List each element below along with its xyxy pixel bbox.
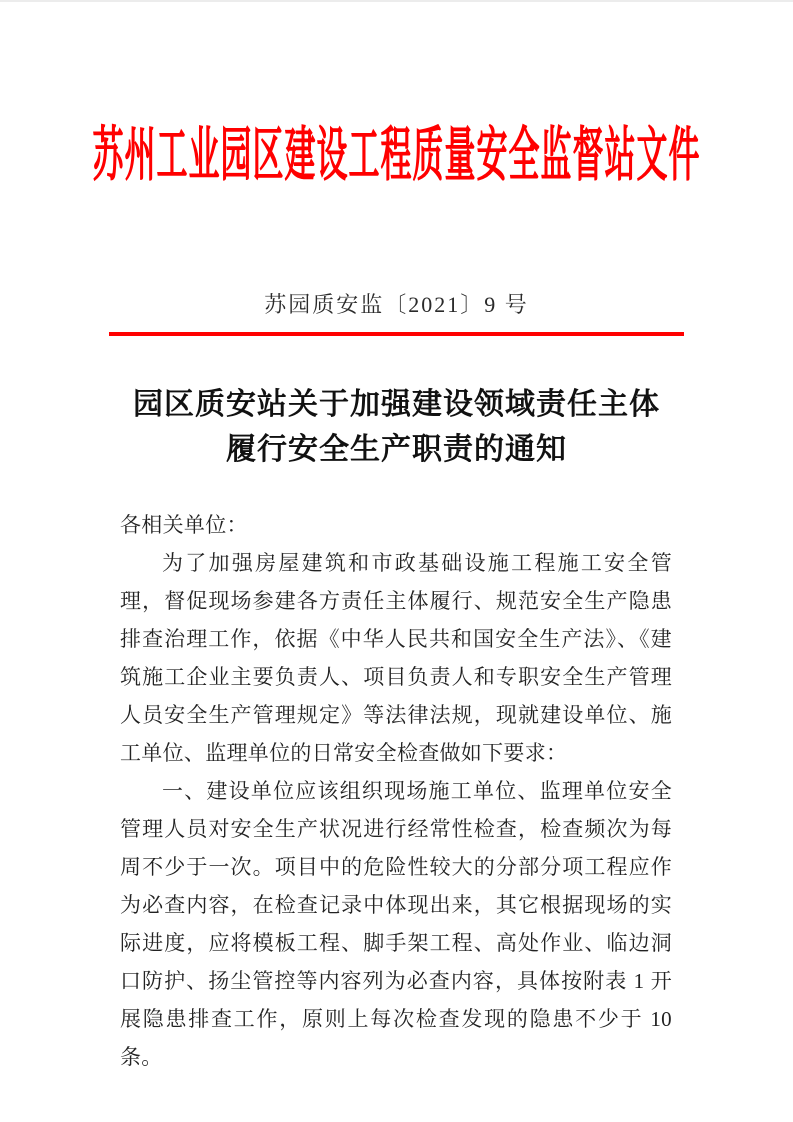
document-number: 苏园质安监〔2021〕9 号 [264, 292, 529, 317]
body-paragraph: 为了加强房屋建筑和市政基础设施工程施工安全管理，督促现场参建各方责任主体履行、规范安全生产隐患排查治理工作，依据《中华人民共和国安全生产法》、《建筑施工企业主要负责人、项目负责人和专职安全生产管理人员安全生产管理规定》等法律法规，现就建设单位、施工单位、监理单位的日常安全检查做如下要求： [120, 551, 672, 765]
document-title-line1: 园区质安站关于加强建设领域责任主体 [133, 388, 660, 421]
letterhead-title: 苏州工业园区建设工程质量安全监督站文件 [92, 121, 701, 189]
document-title-line2: 履行安全生产职责的通知 [226, 433, 567, 466]
salutation: 各相关单位： [120, 513, 248, 537]
body-paragraph: 一、建设单位应该组织现场施工单位、监理单位安全管理人员对安全生产状况进行经常性检查，检查频次为每周不少于一次。项目中的危险性较大的分部分项工程应作为必查内容，在检查记录中体现出来，其它根据现场的实际进度，应将模板工程、脚手架工程、高处作业、临边洞口防护、扬尘管控等内容列为必查内容，具体按附表 1 开展隐患排查工作，原则上每次检查发现的隐患不少于 10 条。 [120, 779, 672, 1069]
document-title [0, 382, 793, 472]
document-body [120, 506, 672, 1076]
red-divider-line [109, 332, 684, 336]
letterhead [0, 2, 793, 189]
